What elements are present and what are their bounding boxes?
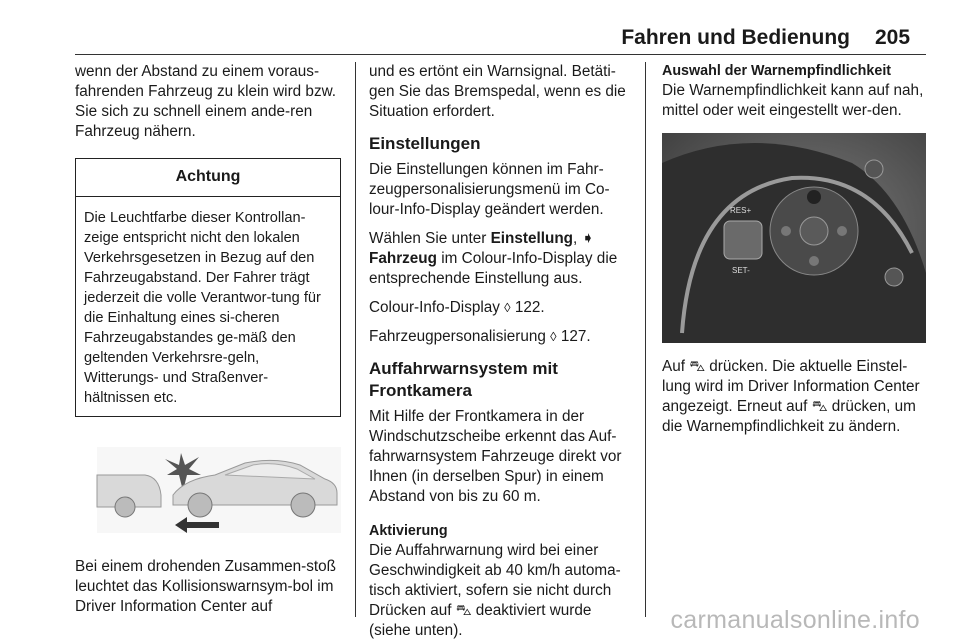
front-car-wheel-front	[188, 493, 212, 517]
column-3	[662, 62, 926, 437]
phone-button	[885, 268, 903, 286]
warning-box	[75, 158, 341, 417]
collision-paragraph: Bei einem drohenden Zusammen-stoß leuchtet das Kollisionswarnsym-bol im Driver Information Center auf	[75, 558, 337, 615]
page-header-title: Fahren und Bedienung	[621, 26, 850, 49]
pad-right-button	[837, 226, 847, 236]
activation-text-end: deaktiviert wurde (siehe unten).	[369, 602, 592, 639]
steering-wheel-controls-photo	[662, 133, 926, 343]
heading-forward-collision-alert	[369, 358, 635, 402]
column-2	[369, 62, 635, 641]
page-reference-icon: ◊	[550, 329, 557, 344]
front-car-wheel-rear	[291, 493, 315, 517]
activation-paragraph	[369, 541, 635, 641]
sensitivity-text-middle: drücken. Die aktuelle Einstel-lung wird im Driver Information Center angezeigt. Erneut auf	[662, 358, 920, 415]
warning-sound-paragraph: und es ertönt ein Warnsignal. Betäti-gen Sie das Bremspedal, wenn es die Situation erfordert.	[369, 63, 626, 120]
menu-einstellung: Einstellung	[490, 230, 574, 247]
res-plus-label: RES+	[730, 206, 752, 215]
pad-left-button	[781, 226, 791, 236]
reference-1-page: 122.	[514, 299, 545, 316]
heading-settings: Einstellungen	[369, 134, 481, 153]
column-1	[75, 62, 341, 617]
page-reference-icon: ◊	[504, 300, 511, 315]
header-rule	[75, 54, 926, 55]
settings-path-paragraph	[369, 229, 635, 289]
reference-colour-info-display	[369, 298, 635, 318]
warning-title: Achtung	[76, 159, 340, 197]
watermark: carmanualsonline.info	[670, 606, 920, 634]
control-pad	[770, 187, 858, 275]
reference-personalization	[369, 327, 635, 347]
fcw-description-paragraph: Mit Hilfe der Frontkamera in der Windschutzscheibe erkennt das Auf-fahrwarnsystem Fahrzeuge direkt vor Ihnen (in derselben Spur) in einem Abstand von bis zu 60 m.	[369, 408, 622, 505]
pad-bottom-button	[809, 256, 819, 266]
voice-button	[865, 160, 883, 178]
page-number: 205	[875, 26, 911, 49]
column-divider-2	[645, 62, 646, 617]
collision-warning-figure	[75, 435, 341, 545]
warning-body: Die Leuchtfarbe dieser Kontrollan-zeige entspricht nicht den lokalen Verkehrsgesetzen in Bezug auf den Fahrzeugabstand. Der Fahrer trägt jederzeit die volle Verantwor-tung für die Einhaltung eines si-cheren Fahrzeugabstandes ge-mäß den geltenden Verkehrsre-geln, Witterungs- und Straßenver-hältnissen etc.	[84, 210, 321, 406]
settings-path-prefix: Wählen Sie unter	[369, 230, 491, 247]
heading-fcw-line-2: Frontkamera	[369, 381, 472, 400]
sensitivity-paragraph: Die Warnempfindlichkeit kann auf nah, mittel oder weit eingestellt wer-den.	[662, 82, 924, 119]
settings-path-suffix: im Colour-Info-Display die entsprechende Einstellung aus.	[369, 250, 618, 287]
activation-text-start: Die Auffahrwarnung wird bei einer Geschwindigkeit ab 40 km/h automa-tisch aktiviert, sofern sie nicht durch Drücken auf	[369, 542, 621, 619]
menu-fahrzeug: Fahrzeug	[369, 250, 437, 267]
reference-1-label: Colour-Info-Display	[369, 299, 500, 316]
fcw-sensitivity-button	[807, 190, 821, 204]
intro-paragraph: wenn der Abstand zu einem voraus-fahrenden Fahrzeug zu klein wird bzw. Sie sich zu schnell einem ande-ren Fahrzeug nähern.	[75, 63, 337, 140]
heading-fcw-line-1: Auffahrwarnsystem mit	[369, 359, 558, 378]
car-distance-icon: ⛍	[689, 358, 705, 375]
car-distance-icon: ⛍	[455, 602, 472, 619]
sensitivity-instruction-paragraph	[662, 357, 926, 437]
column-divider-1	[355, 62, 356, 617]
menu-arrow-icon: ➧	[581, 230, 595, 247]
sensitivity-text-start: Auf	[662, 358, 690, 375]
sensitivity-text-end: drücken, um die Warnempfindlichkeit zu ändern.	[662, 398, 916, 435]
settings-path-separator: ,	[573, 230, 582, 247]
reference-2-label: Fahrzeugpersonalisierung	[369, 328, 546, 345]
rear-car-wheel	[115, 497, 135, 517]
heading-warning-sensitivity: Auswahl der Warnempfindlichkeit	[662, 63, 892, 79]
car-distance-icon: ⛍	[811, 398, 828, 415]
settings-paragraph: Die Einstellungen können im Fahr-zeugpersonalisierungsmenü im Co-lour-Info-Display geändert werden.	[369, 161, 610, 218]
heading-activation: Aktivierung	[369, 523, 448, 539]
set-minus-label: SET-	[732, 266, 750, 275]
reference-2-page: 127.	[560, 328, 591, 345]
